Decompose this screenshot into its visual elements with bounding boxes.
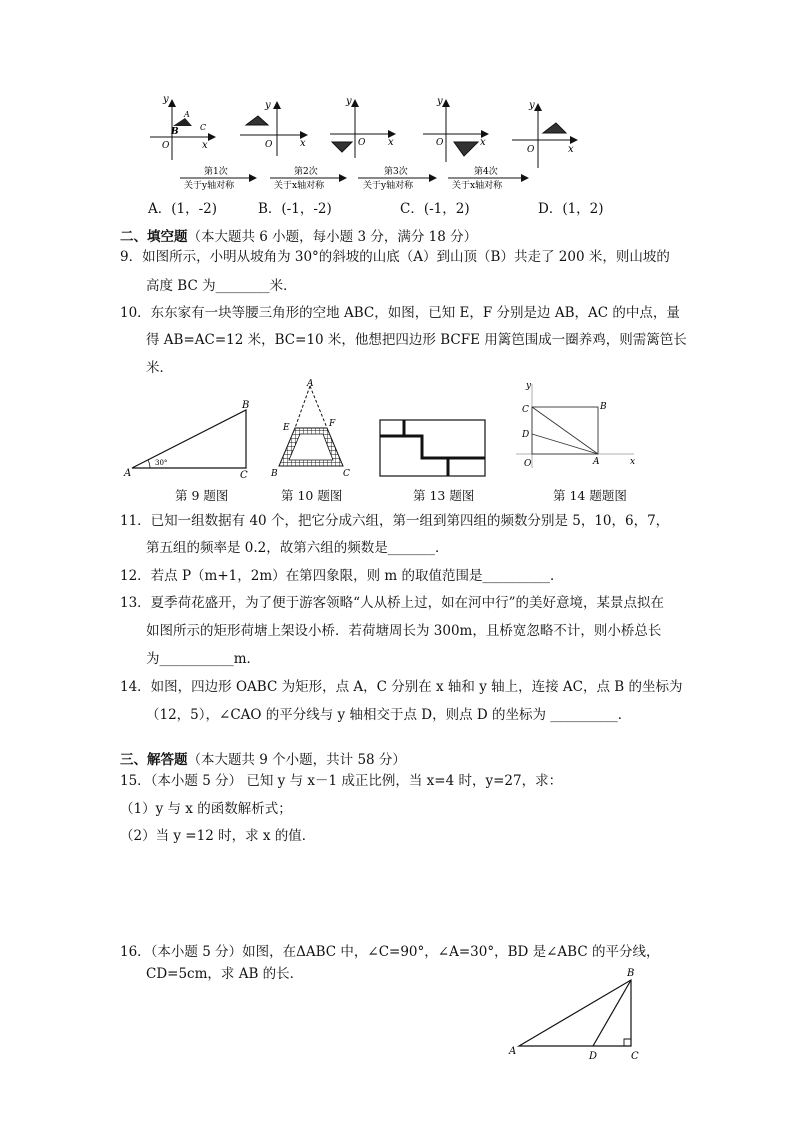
q14-line1: 14．如图，四边形 OABC 为矩形，点 A，C 分别在 x 轴和 y 轴上，连接 AC，点 B 的坐标为: [120, 679, 683, 695]
q9-line1: 9．如图所示，小明从坡角为 30°的斜坡的山底（A）到山顶（B）共走了 200 米，则山坡的: [120, 249, 670, 265]
arrow1-bottom: 关于y轴对称: [184, 181, 235, 191]
q11-line1: 11．已知一组数据有 40 个，把它分成六组，第一组到第四组的频数分别是 5，10，6，7，: [120, 513, 670, 529]
fig14-y: y: [526, 381, 532, 391]
p5-x-label: x: [568, 144, 574, 155]
p2-x-label: x: [300, 138, 306, 149]
fig9-c: C: [240, 470, 248, 480]
fig14-o: O: [524, 459, 532, 469]
fig14-b: B: [600, 402, 607, 412]
arrow2-top: 第2次: [294, 167, 318, 177]
reflection-panel-3: [330, 96, 395, 158]
choice-d: D．(1，2): [538, 201, 604, 217]
q15-line3: （2）当 y =12 时，求 x 的值．: [120, 828, 316, 844]
q10-line1: 10．东东家有一块等腰三角形的空地 ABC，如图，已知 E，F 分别是边 AB，AC 的中点，量: [120, 305, 680, 321]
choice-c: C．(-1，2): [400, 201, 470, 217]
choice-b: B．(-1，-2): [258, 201, 332, 217]
p1-o-label: O: [162, 141, 170, 151]
fig9-b: B: [242, 400, 250, 411]
section2-heading: [120, 225, 477, 245]
q12-line1: 12．若点 P（m+1，2m）在第四象限，则 m 的取值范围是__________．: [120, 568, 564, 584]
arrow3-top: 第3次: [384, 167, 408, 177]
fig14-a: A: [593, 457, 600, 467]
fig9-caption: 第 9 题图: [175, 488, 229, 503]
fig14-c: C: [522, 405, 529, 415]
q9-line2: 高度 BC 为________米．: [146, 278, 297, 294]
p1-a-label: A: [184, 110, 190, 119]
arrow3-bottom: 关于y轴对称: [363, 181, 414, 191]
p5-y-label: y: [529, 100, 535, 111]
figure-13: [378, 418, 488, 480]
fig10-f: F: [329, 419, 336, 429]
fig14-d: D: [522, 430, 530, 440]
q10-line2: 得 AB=AC=12 米，BC=10 米，他想把四边形 BCFE 用篱笆围成一圈养鸡，则需篱笆长: [146, 332, 687, 348]
fig10-b: B: [271, 469, 278, 479]
figure-9: [122, 398, 257, 480]
p1-c-label: C: [200, 123, 207, 132]
fig14-x: x: [630, 457, 636, 467]
fig9-a: A: [124, 468, 132, 479]
reflection-panel-5: [512, 100, 577, 168]
choice-a: A．(1，-2): [148, 201, 218, 217]
fig10-caption: 第 10 题图: [281, 488, 343, 503]
q16-line2: CD=5cm，求 AB 的长．: [146, 966, 304, 982]
q13-line2: 如图所示的矩形荷塘上架设小桥．若荷塘周长为 300m，且桥宽忽略不计，则小桥总长: [146, 623, 662, 639]
p4-o-label: O: [436, 138, 444, 148]
q10-line3: 米．: [146, 360, 173, 376]
reflection-panel-2: [240, 100, 307, 156]
arrow4-top: 第4次: [474, 167, 498, 177]
fig16-a: A: [509, 1046, 517, 1057]
p3-x-label: x: [388, 137, 394, 148]
q14-line2: （12，5），∠CAO 的平分线与 y 轴相交于点 D，则点 D 的坐标为 __________．: [146, 707, 632, 723]
arrow1-top: 第1次: [204, 167, 228, 177]
p2-y-label: y: [265, 100, 271, 111]
q11-line2: 第五组的频率是 0.2，故第六组的频数是_______．: [146, 540, 449, 556]
fig9-angle: 30°: [155, 459, 168, 467]
fig10-a: A: [307, 379, 314, 389]
p1-x-label: x: [202, 140, 208, 151]
section2-title: 二、填空题: [120, 229, 188, 245]
section3-heading: [120, 748, 406, 768]
fig13-caption: 第 13 题图: [413, 488, 475, 503]
fig10-c: C: [343, 469, 350, 479]
figure-10: [267, 378, 357, 480]
section3-desc: （本大题共 9 个小题，共计 58 分）: [187, 752, 406, 768]
p5-o-label: O: [527, 145, 535, 155]
arrow2-bottom: 关于x轴对称: [274, 181, 325, 191]
p3-o-label: O: [358, 138, 366, 148]
p1-y-label: y: [163, 94, 169, 105]
reflection-panel-4: [423, 96, 488, 162]
fig10-e: E: [283, 423, 290, 433]
p4-x-label: x: [480, 137, 486, 148]
fig16-b: B: [627, 968, 635, 979]
fig14-caption: 第 14 题题图: [553, 488, 627, 503]
p1-b-label: B: [171, 127, 179, 137]
q13-line1: 13．夏季荷花盛开，为了便于游客领略“人从桥上过，如在河中行”的美好意境，某景点拟在: [120, 595, 664, 611]
section2-desc: （本大题共 6 小题，每小题 3 分，满分 18 分）: [187, 229, 478, 245]
reflection-panel-1: [150, 94, 215, 160]
q15-line2: （1）y 与 x 的函数解析式；: [120, 801, 292, 817]
p4-y-label: y: [437, 96, 443, 107]
reflection-arrows: [180, 165, 528, 191]
q16-line1: 16．（本小题 5 分）如图，在ΔABC 中，∠C=90°，∠A=30°，BD 是∠ABC 的平分线，: [120, 944, 660, 960]
section3-title: 三、解答题: [120, 752, 188, 768]
arrow4-bottom: 关于x轴对称: [452, 181, 503, 191]
q15-line1: 15．（本小题 5 分） 已知 y 与 x－1 成正比例，当 x=4 时，y=27，求：: [120, 773, 563, 789]
fig16-c: C: [631, 1051, 639, 1062]
p2-o-label: O: [265, 140, 273, 150]
figure-16: [505, 962, 645, 1062]
p3-y-label: y: [346, 96, 352, 107]
reflection-figure: [140, 90, 590, 195]
fig16-d: D: [589, 1051, 598, 1062]
figure-14: [512, 378, 642, 470]
q13-line3: 为___________m．: [146, 651, 261, 667]
